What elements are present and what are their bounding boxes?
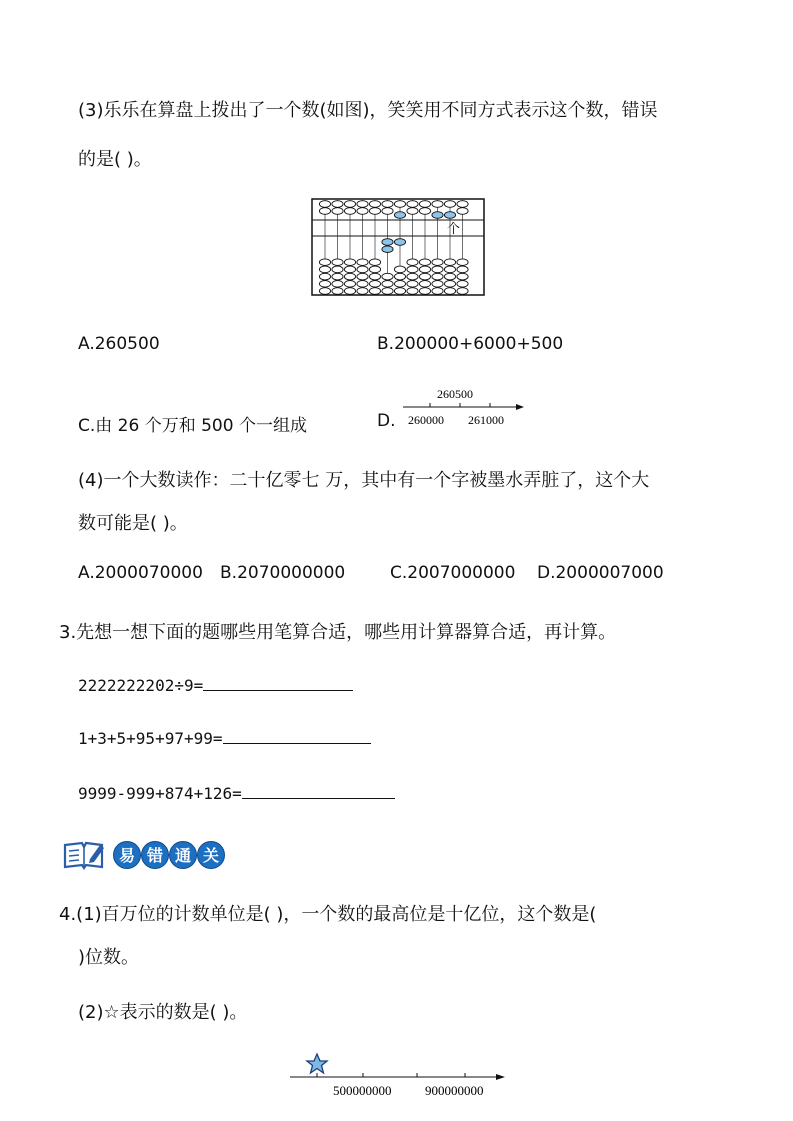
q2-3-line2: 的是( )。 [78, 149, 152, 170]
abacus-bead [357, 288, 368, 295]
numberline-label-2: 900000000 [425, 1083, 484, 1098]
abacus-bead [457, 266, 468, 273]
abacus-bead [382, 208, 393, 215]
abacus-bead [444, 273, 455, 280]
abacus-bead [432, 273, 443, 280]
q3-expr-1: 2222222202÷9= [78, 676, 204, 695]
numberline-top-label: 260500 [437, 387, 473, 401]
abacus-bead [332, 266, 343, 273]
q4-part2: (2)☆表示的数是( )。 [78, 1002, 248, 1023]
q2-4-option-b: B.2070000000 [220, 563, 346, 583]
answer-blank[interactable] [203, 689, 353, 691]
numberline-right-label: 261000 [468, 413, 504, 427]
q3-expr-3-row [78, 784, 395, 803]
abacus-bead [444, 288, 455, 295]
abacus-bead [382, 288, 393, 295]
abacus-bead [394, 212, 405, 219]
abacus-bead [319, 281, 330, 288]
q3-expr-2: 1+3+5+95+97+99= [78, 729, 223, 748]
abacus-bead [344, 208, 355, 215]
badge-char: 关 [197, 841, 225, 869]
badge-char: 错 [141, 841, 169, 869]
answer-blank[interactable] [223, 742, 371, 744]
abacus-bead [332, 201, 343, 208]
q3-expr-1-row [78, 676, 353, 695]
abacus-bead [444, 201, 455, 208]
abacus-bead [369, 273, 380, 280]
abacus-bead [394, 266, 405, 273]
q2-3-option-a: A.260500 [78, 334, 160, 354]
q2-3-line1: (3)乐乐在算盘上拨出了一个数(如图)，笑笑用不同方式表示这个数，错误 [78, 100, 658, 121]
abacus-bead [457, 201, 468, 208]
badge-char: 通 [169, 841, 197, 869]
abacus-bead [382, 246, 393, 253]
abacus-bead [332, 259, 343, 266]
abacus-bead [357, 281, 368, 288]
abacus-bead [457, 259, 468, 266]
book-pencil-icon [62, 839, 106, 871]
abacus-bead [419, 201, 430, 208]
abacus-bead [382, 201, 393, 208]
abacus-bead [444, 212, 455, 219]
abacus-bead [369, 281, 380, 288]
abacus-bead [394, 201, 405, 208]
q3-title: 3.先想一想下面的题哪些用笔算合适，哪些用计算器算合适，再计算。 [59, 622, 617, 643]
abacus-bead [407, 281, 418, 288]
abacus-bead [444, 259, 455, 266]
abacus-bead [319, 288, 330, 295]
abacus-bead [457, 208, 468, 215]
abacus-bead [344, 281, 355, 288]
abacus-bead [369, 288, 380, 295]
abacus-bead [319, 273, 330, 280]
abacus-bead [344, 288, 355, 295]
abacus-bead [444, 281, 455, 288]
q2-3-option-b: B.200000+6000+500 [377, 334, 564, 354]
q4-line1: 4.(1)百万位的计数单位是( )，一个数的最高位是十亿位，这个数是( [59, 904, 597, 925]
abacus-bead [394, 273, 405, 280]
abacus-unit-label: 个 [447, 221, 461, 236]
q2-4-line1: (4)一个大数读作：二十亿零七 万，其中有一个字被墨水弄脏了，这个大 [78, 470, 650, 491]
section-badge [113, 841, 223, 871]
abacus-bead [357, 208, 368, 215]
abacus-bead [357, 266, 368, 273]
abacus-bead [407, 208, 418, 215]
abacus-bead [394, 288, 405, 295]
q2-4-option-d: D.2000007000 [537, 563, 664, 583]
abacus-bead [344, 259, 355, 266]
abacus-bead [332, 281, 343, 288]
abacus-bead [394, 281, 405, 288]
abacus-bead [344, 273, 355, 280]
abacus-bead [432, 266, 443, 273]
abacus-bead [319, 208, 330, 215]
abacus-bead [432, 281, 443, 288]
q3-expr-3: 9999-999+874+126= [78, 784, 242, 803]
option-d-number-line [400, 383, 530, 431]
abacus-bead [382, 239, 393, 246]
q2-3-option-d: D. [377, 411, 396, 431]
abacus-bead [319, 201, 330, 208]
abacus-bead [407, 288, 418, 295]
abacus-bead [357, 201, 368, 208]
abacus-bead [332, 208, 343, 215]
abacus-bead [344, 201, 355, 208]
abacus-bead [407, 266, 418, 273]
abacus-bead [369, 208, 380, 215]
abacus-bead [432, 259, 443, 266]
abacus-bead [444, 266, 455, 273]
abacus-bead [432, 201, 443, 208]
abacus-bead [382, 281, 393, 288]
abacus-bead [457, 281, 468, 288]
numberline-left-label: 260000 [408, 413, 444, 427]
q3-expr-2-row [78, 729, 371, 748]
abacus-bead [407, 201, 418, 208]
abacus-bead [394, 239, 405, 246]
abacus-bead [419, 273, 430, 280]
abacus-bead [332, 273, 343, 280]
abacus-bead [457, 288, 468, 295]
q2-4-line2: 数可能是( )。 [78, 513, 188, 534]
abacus-bead [419, 281, 430, 288]
abacus-bead [332, 288, 343, 295]
q2-4-option-a: A.2000070000 [78, 563, 203, 583]
answer-blank[interactable] [242, 797, 395, 799]
abacus-bead [419, 288, 430, 295]
abacus-bead [357, 259, 368, 266]
abacus-bead [369, 266, 380, 273]
abacus-bead [319, 266, 330, 273]
star-icon [307, 1054, 327, 1073]
abacus-bead [319, 259, 330, 266]
abacus-bead [419, 266, 430, 273]
abacus-bead [357, 273, 368, 280]
abacus-bead [407, 273, 418, 280]
abacus-bead [382, 273, 393, 280]
abacus-bead [419, 208, 430, 215]
abacus-figure [311, 198, 485, 296]
q4-line2: )位数。 [78, 947, 140, 968]
abacus-bead [432, 212, 443, 219]
numberline-label-1: 500000000 [333, 1083, 392, 1098]
abacus-bead [344, 266, 355, 273]
abacus-bead [407, 259, 418, 266]
badge-char: 易 [113, 841, 141, 869]
abacus-bead [432, 288, 443, 295]
abacus-bead [369, 201, 380, 208]
q2-3-option-c: C.由 26 个万和 500 个一组成 [78, 416, 307, 436]
abacus-bead [419, 259, 430, 266]
abacus-bead [369, 259, 380, 266]
abacus-bead [457, 273, 468, 280]
q4-number-line [285, 1048, 510, 1098]
q2-4-option-c: C.2007000000 [390, 563, 516, 583]
